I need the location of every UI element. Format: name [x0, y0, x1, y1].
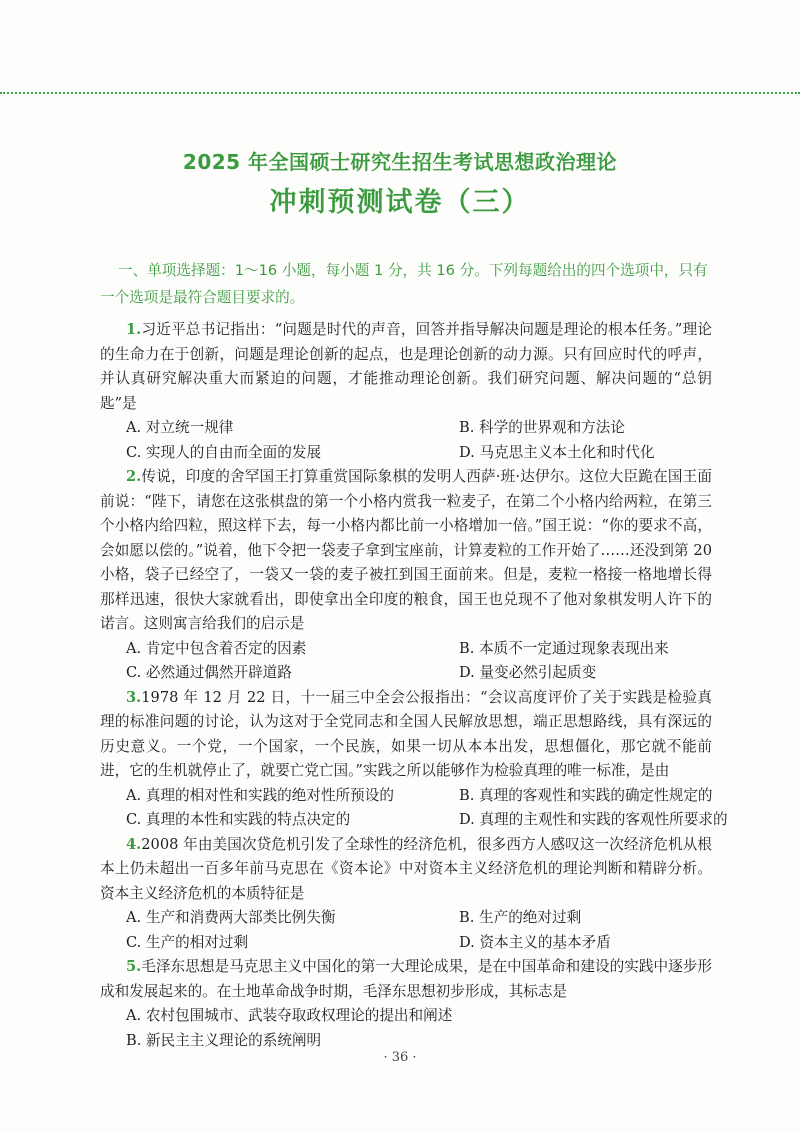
option-b: B. 本质不一定通过现象表现出来: [459, 639, 669, 657]
option-a: A. 生产和消费两大部类比例失衡: [126, 909, 336, 926]
option-a: A. 对立统一规律: [126, 419, 234, 436]
question-list: [100, 318, 728, 1053]
option-c: C. 实现人的自由而全面的发展: [126, 443, 322, 461]
option-b: B. 新民主主义理论的系统阐明: [126, 1031, 322, 1049]
option-c: C. 必然通过偶然开辟道路: [126, 664, 292, 681]
option-b: B. 生产的绝对过剩: [459, 909, 582, 926]
exam-title: 2025 年全国硕士研究生招生考试思想政治理论: [182, 150, 618, 174]
question-number: 3.: [126, 688, 142, 706]
option-d: D. 马克思主义本土化和时代化: [459, 443, 655, 461]
option-a: A. 肯定中包含着否定的因素: [126, 639, 307, 657]
option-a: A. 真理的相对性和实践的绝对性所预设的: [126, 786, 394, 804]
option-c: C. 真理的本性和实践的特点决定的: [126, 811, 351, 828]
question-1: [100, 318, 712, 465]
option-a: A. 农村包围城市、武装夺取政权理论的提出和阐述: [126, 1007, 453, 1024]
header-dotted-rule: [0, 92, 800, 94]
option-d: D. 资本主义的基本矛盾: [459, 933, 611, 951]
page-number: · 36 ·: [383, 1050, 417, 1065]
question-stem: 毛泽东思想是马克思主义中国化的第一大理论成果，是在中国革命和建设的实践中逐步形成和发展起来的。在土地革命战争时期，毛泽东思想初步形成，其标志是: [100, 958, 712, 1000]
question-stem: 习近平总书记指出：“问题是时代的声音，回答并指导解决问题是理论的根本任务。”理论的生命力在于创新，问题是理论创新的起点，也是理论创新的动力源。只有回应时代的呼声，并认真研究解决重大而紧迫的问题，才能推动理论创新。我们研究问题、解决问题的“总钥匙”是: [100, 321, 712, 412]
section-header: 一、单项选择题：1～16 小题，每小题 1 分，共 16 分。下列每题给出的四个选项中，只有一个选项是最符合题目要求的。: [100, 262, 708, 306]
question-number: 5.: [126, 958, 142, 975]
question-number: 2.: [126, 468, 142, 485]
option-d: D. 量变必然引起质变: [459, 664, 597, 681]
question-number: 1.: [126, 321, 142, 338]
question-4: [100, 833, 712, 956]
exam-subtitle: 冲刺预测试卷（三）: [269, 187, 531, 218]
option-b: B. 科学的世界观和方法论: [459, 419, 625, 436]
question-number: 4.: [126, 835, 142, 853]
question-stem: 传说，印度的舍罕国王打算重赏国际象棋的发明人西萨·班·达伊尔。这位大臣跪在国王面前说：“陛下，请您在这张棋盘的第一个小格内赏我一粒麦子，在第二个小格内给两粒，在第三个小格内给四粒，照这样下去，每一小格内都比前一小格增加一倍。”国王说：“你的要求不高，会如愿以偿的。”说着，他下令把一袋麦子拿到宝座前，计算麦粒的工作开始了……还没到第 20 小格，袋子已经空了，一袋又一袋的麦子被扛到国王面前来。但是，麦粒一格接一格地增长得那样迅速，很快大家就看出，即使拿出全印度的粮食，国王也兑现不了他对象棋发明人许下的诺言。这则寓言给我们的启示是: [100, 468, 712, 632]
question-3: [100, 686, 728, 833]
option-c: C. 生产的相对过剩: [126, 933, 249, 951]
question-stem: 2008 年由美国次贷危机引发了全球性的经济危机，很多西方人感叹这一次经济危机从根本上仍未超出一百多年前马克思在《资本论》中对资本主义经济危机的理论判断和精辟分析。资本主义经济危机的本质特征是: [100, 835, 712, 902]
question-5: [100, 955, 712, 1053]
question-stem: 1978 年 12 月 22 日，十一届三中全会公报指出：“会议高度评价了关于实践是检验真理的标准问题的讨论，认为这对于全党同志和全国人民解放思想，端正思想路线，具有深远的历史意义。一个党，一个国家，一个民族，如果一切从本本出发，思想僵化，那它就不能前进，它的生机就停止了，就要亡党亡国。”实践之所以能够作为检验真理的唯一标准，是由: [100, 688, 712, 779]
option-b: B. 真理的客观性和实践的确定性规定的: [459, 786, 713, 804]
option-d: D. 真理的主观性和实践的客观性所要求的: [459, 811, 728, 828]
question-2: [100, 465, 712, 686]
